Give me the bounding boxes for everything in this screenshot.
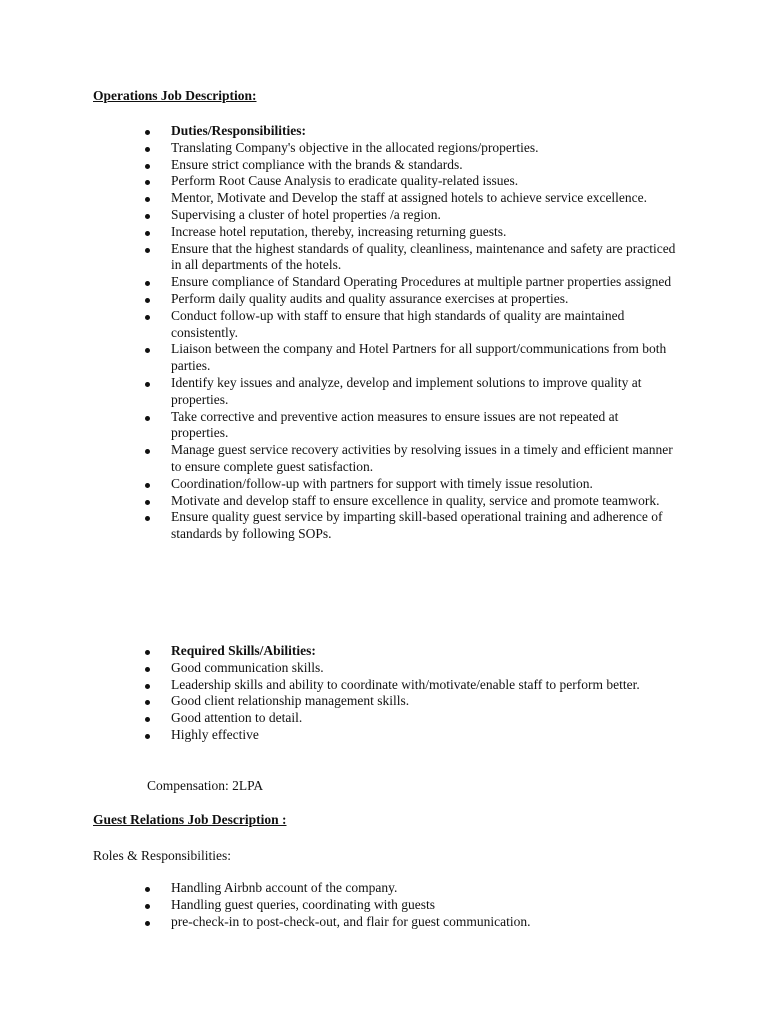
bullet-icon — [145, 315, 150, 320]
skills-list — [0, 643, 768, 744]
list-item-text: Good attention to detail. — [171, 710, 303, 726]
list-item-text: Liaison between the company and Hotel Partners for all support/communications from both parties. — [171, 341, 667, 374]
list-item-text: Translating Company's objective in the allocated regions/properties. — [171, 139, 539, 155]
list-item-text: Required Skills/Abilities: — [171, 643, 316, 658]
list-item-text: Manage guest service recovery activities by resolving issues in a timely and efficient manner to ensure complete guest satisfaction. — [171, 442, 673, 474]
list-item — [0, 173, 676, 190]
list-item — [0, 476, 676, 493]
list-item — [0, 493, 676, 510]
list-item — [0, 409, 676, 443]
list-item — [0, 190, 676, 207]
bullet-icon — [145, 887, 150, 892]
bullet-icon — [145, 500, 150, 505]
list-item-text: Handling guest queries, coordinating with guests — [171, 896, 435, 912]
roles-label: Roles & Responsibilities: — [93, 848, 232, 863]
bullet-icon — [145, 130, 150, 135]
bullet-icon — [145, 382, 150, 387]
guest-roles-list — [0, 880, 768, 930]
list-item-text: Mentor, Motivate and Develop the staff at assigned hotels to achieve service excellence. — [171, 190, 648, 206]
bullet-icon — [145, 231, 150, 236]
bullet-icon — [145, 298, 150, 303]
bullet-icon — [145, 717, 150, 722]
bullet-icon — [145, 214, 150, 219]
bullet-icon — [145, 180, 150, 185]
list-item — [0, 140, 676, 157]
list-item-text: Good communication skills. — [171, 659, 324, 675]
bullet-icon — [145, 700, 150, 705]
list-item — [0, 897, 676, 914]
bullet-icon — [145, 734, 150, 739]
list-item — [0, 442, 676, 476]
duties-list — [0, 123, 768, 543]
list-item-text: Perform Root Cause Analysis to eradicate quality-related issues. — [171, 173, 519, 189]
bullet-icon — [145, 281, 150, 286]
list-item — [0, 880, 676, 897]
list-item — [0, 914, 676, 931]
list-item-text: Take corrective and preventive action measures to ensure issues are not repeated at properties. — [171, 408, 619, 441]
list-item — [0, 274, 676, 291]
bullet-icon — [145, 483, 150, 488]
list-item — [0, 710, 676, 727]
list-item — [0, 375, 676, 409]
list-item-text: Handling Airbnb account of the company. — [171, 880, 398, 895]
list-item-text: Ensure strict compliance with the brands & standards. — [171, 156, 463, 172]
list-item-text: Leadership skills and ability to coordinate with/motivate/enable staff to perform better. — [171, 676, 640, 692]
list-item — [0, 291, 676, 308]
list-item — [0, 224, 676, 241]
list-item-text: Motivate and develop staff to ensure excellence in quality, service and promote teamwork. — [171, 492, 660, 508]
bullet-icon — [145, 164, 150, 169]
bullet-icon — [145, 904, 150, 909]
list-item — [0, 308, 676, 342]
list-item — [0, 241, 676, 275]
list-item — [0, 123, 676, 140]
list-item-text: Highly effective — [171, 726, 259, 742]
list-item-text: Supervising a cluster of hotel properties /a region. — [171, 206, 441, 222]
bullet-icon — [145, 147, 150, 152]
list-item — [0, 660, 676, 677]
bullet-icon — [145, 416, 150, 421]
list-item — [0, 643, 676, 660]
list-item-text: Coordination/follow-up with partners for support with timely issue resolution. — [171, 475, 593, 491]
list-item — [0, 341, 676, 375]
compensation-text: Compensation: 2LPA — [147, 778, 264, 793]
operations-heading: Operations Job Description: — [93, 88, 257, 103]
list-item — [0, 727, 676, 744]
list-item-text: Good client relationship management skills. — [171, 693, 410, 709]
bullet-icon — [145, 516, 150, 521]
list-item — [0, 207, 676, 224]
list-item-text: Conduct follow-up with staff to ensure that high standards of quality are maintained consistently. — [171, 307, 625, 340]
list-item-text: Increase hotel reputation, thereby, increasing returning guests. — [171, 223, 507, 239]
list-item-text: Perform daily quality audits and quality assurance exercises at properties. — [171, 290, 569, 306]
list-item — [0, 677, 676, 694]
bullet-icon — [145, 449, 150, 454]
bullet-icon — [145, 921, 150, 926]
list-item — [0, 157, 676, 174]
list-item-text: Duties/Responsibilities: — [171, 123, 307, 138]
guest-relations-heading: Guest Relations Job Description : — [93, 812, 287, 827]
list-item-text: Ensure quality guest service by imparting skill-based operational training and adherence of standards by following SOPs. — [171, 509, 663, 542]
list-item — [0, 509, 676, 543]
bullet-icon — [145, 248, 150, 253]
list-item — [0, 693, 676, 710]
bullet-icon — [145, 667, 150, 672]
list-item-text: Ensure that the highest standards of quality, cleanliness, maintenance and safety are practiced in all departments of the hotels. — [171, 240, 676, 273]
list-item-text: pre-check-in to post-check-out, and flair for guest communication. — [171, 913, 531, 929]
list-item-text: Ensure compliance of Standard Operating Procedures at multiple partner properties assigned — [171, 274, 672, 290]
bullet-icon — [145, 650, 150, 655]
bullet-icon — [145, 197, 150, 202]
bullet-icon — [145, 684, 150, 689]
bullet-icon — [145, 348, 150, 353]
list-item-text: Identify key issues and analyze, develop and implement solutions to improve quality at properties. — [171, 374, 642, 407]
